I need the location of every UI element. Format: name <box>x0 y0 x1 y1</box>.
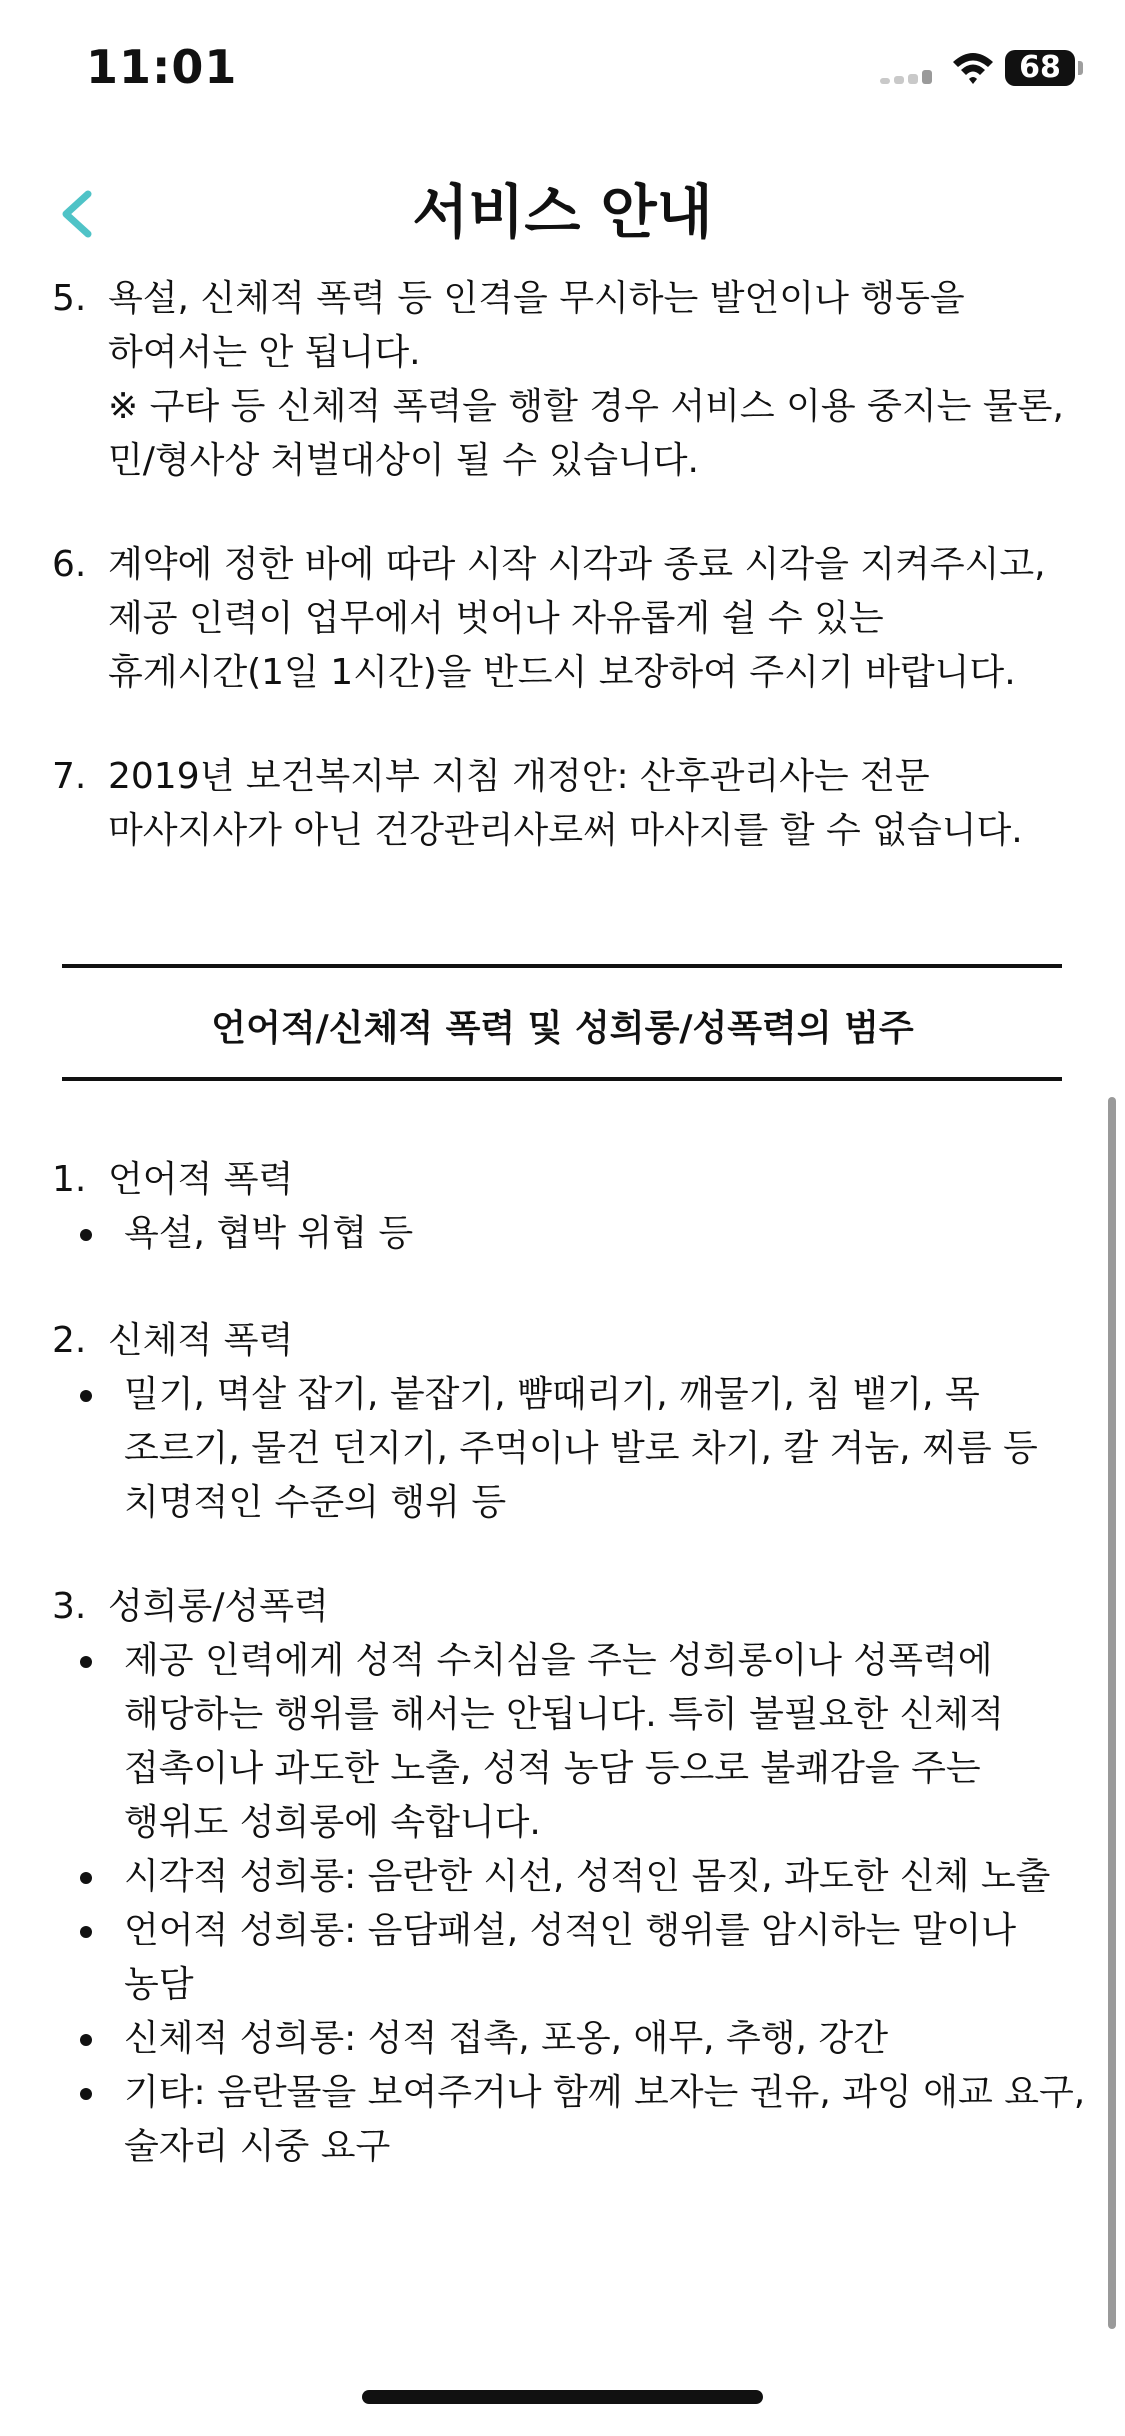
bullet-dot <box>80 1390 92 1402</box>
bullet-dot <box>80 1872 92 1884</box>
item-line: 욕설, 신체적 폭력 등 인격을 무시하는 발언이나 행동을 <box>108 278 965 319</box>
bullet-line: 술자리 시중 요구 <box>124 2126 391 2167</box>
item-line: 2019년 보건복지부 지침 개정안: 산후관리사는 전문 <box>108 756 930 797</box>
section-divider-top <box>62 964 1062 968</box>
bullet-dot <box>80 1926 92 1938</box>
cellular-signal-icon <box>880 70 936 84</box>
item-line: 민/형사상 처벌대상이 될 수 있습니다. <box>108 440 699 481</box>
nav-header <box>0 160 1125 260</box>
bullet-item <box>52 2066 1086 2174</box>
section-title: 언어적/신체적 폭력 및 성희롱/성폭력의 범주 <box>211 1008 914 1049</box>
bullet-line: 기타: 음란물을 보여주거나 함께 보자는 권유, 과잉 애교 요구, <box>124 2072 1086 2113</box>
bullet-line: 접촉이나 과도한 노출, 성적 농담 등으로 불쾌감을 주는 <box>124 1748 981 1789</box>
item-line: 휴게시간(1일 1시간)을 반드시 보장하여 주시기 바랍니다. <box>108 652 1016 693</box>
guide-item-5 <box>52 272 1062 488</box>
category-title: 언어적 폭력 <box>108 1159 294 1200</box>
bullet-item <box>52 1904 1062 2012</box>
bullet-item <box>52 1850 1062 1904</box>
category-number: 1. <box>52 1159 87 1200</box>
item-line: 계약에 정한 바에 따라 시작 시각과 종료 시각을 지켜주시고, <box>108 544 1046 585</box>
item-line: 마사지사가 아닌 건강관리사로써 마사지를 할 수 없습니다. <box>108 810 1023 851</box>
wifi-icon <box>950 48 996 88</box>
category-verbal-violence <box>52 1153 1062 1261</box>
category-title: 신체적 폭력 <box>108 1320 294 1361</box>
bullet-line: 제공 인력에게 성적 수치심을 주는 성희롱이나 성폭력에 <box>124 1640 993 1681</box>
status-time: 11:01 <box>86 40 238 94</box>
bullet-line: 행위도 성희롱에 속합니다. <box>124 1802 541 1843</box>
bullet-item <box>52 1207 1062 1261</box>
item-line: ※ 구타 등 신체적 폭력을 행할 경우 서비스 이용 중지는 물론, <box>108 386 1064 427</box>
bullet-line: 언어적 성희롱: 음담패설, 성적인 행위를 암시하는 말이나 <box>124 1910 1017 1951</box>
guide-item-6 <box>52 538 1062 700</box>
category-title: 성희롱/성폭력 <box>108 1586 329 1627</box>
item-number: 5. <box>52 278 87 319</box>
battery-cap <box>1078 61 1083 75</box>
bullet-dot <box>80 2034 92 2046</box>
bullet-dot <box>80 2088 92 2100</box>
bullet-item <box>52 1634 1062 1850</box>
category-number: 3. <box>52 1586 87 1627</box>
bullet-line: 치명적인 수준의 행위 등 <box>124 1482 507 1523</box>
page-title: 서비스 안내 <box>412 178 713 246</box>
item-line: 제공 인력이 업무에서 벗어나 자유롭게 쉴 수 있는 <box>108 598 884 639</box>
section-divider-bottom <box>62 1077 1062 1081</box>
item-number: 6. <box>52 544 87 585</box>
category-sexual-harassment <box>52 1580 1086 2174</box>
bullet-line: 농담 <box>124 1964 194 2005</box>
category-number: 2. <box>52 1320 87 1361</box>
item-number: 7. <box>52 756 87 797</box>
home-indicator[interactable] <box>362 2390 763 2404</box>
item-line: 하여서는 안 됩니다. <box>108 332 421 373</box>
category-physical-violence <box>52 1314 1062 1530</box>
bullet-dot <box>80 1656 92 1668</box>
bullet-dot <box>80 1229 92 1241</box>
bullet-line: 시각적 성희롱: 음란한 시선, 성적인 몸짓, 과도한 신체 노출 <box>124 1856 1051 1897</box>
bullet-line: 밀기, 멱살 잡기, 붙잡기, 뺨때리기, 깨물기, 침 뱉기, 목 <box>124 1374 980 1415</box>
bullet-item <box>52 2012 1062 2066</box>
bullet-line: 신체적 성희롱: 성적 접촉, 포옹, 애무, 추행, 강간 <box>124 2018 888 2059</box>
guide-item-7 <box>52 750 1062 858</box>
bullet-line: 해당하는 행위를 해서는 안됩니다. 특히 불필요한 신체적 <box>124 1694 1004 1735</box>
bullet-item <box>52 1368 1062 1530</box>
status-bar <box>0 0 1125 140</box>
battery-icon: 68 <box>1005 50 1075 86</box>
bullet-line: 욕설, 협박 위협 등 <box>124 1213 414 1254</box>
vertical-scrollbar[interactable] <box>1108 1097 1116 2329</box>
bullet-line: 조르기, 물건 던지기, 주먹이나 발로 차기, 칼 겨눔, 찌름 등 <box>124 1428 1038 1469</box>
